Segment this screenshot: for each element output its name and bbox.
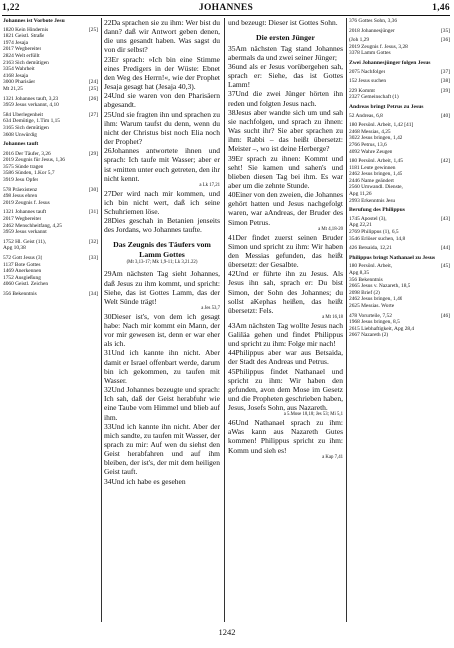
header-left-ref: 1,22 bbox=[2, 3, 20, 13]
margin-verse-number: [37] bbox=[441, 68, 450, 75]
margin-note-row bbox=[349, 28, 450, 35]
margin-note-row bbox=[349, 113, 450, 120]
margin-note-row bbox=[349, 142, 450, 149]
page-header bbox=[2, 2, 450, 14]
margin-note-row bbox=[349, 332, 450, 339]
margin-note-text: 3354 Wahrheit bbox=[3, 66, 35, 73]
margin-note-text: 1752 Ausgießung bbox=[3, 274, 41, 281]
margin-note-row bbox=[3, 60, 98, 67]
margin-note-block bbox=[349, 104, 450, 119]
margin-note-text: 2769 Philippus (1), 6,5 bbox=[349, 229, 399, 236]
margin-note-text: 1968 Jesus bringen, 8,5 bbox=[349, 319, 400, 326]
margin-note-row bbox=[349, 313, 450, 320]
margin-note-row bbox=[3, 229, 98, 236]
margin-note-block bbox=[3, 255, 98, 288]
page-number: 1242 bbox=[218, 627, 236, 637]
margin-note-text: (Joh 1,29 bbox=[349, 37, 370, 44]
margin-note-text: 4168 Jesaja bbox=[3, 72, 29, 79]
margin-note-row bbox=[3, 268, 98, 275]
margin-note-heading: Zwei Johannesjünger folgen Jesus bbox=[349, 59, 431, 66]
cross-reference: a Mt 16,18 bbox=[322, 314, 343, 320]
margin-note-text: 180 Persönl. Arbeit, 1,45 bbox=[349, 158, 403, 165]
verse-paragraph: und bezeugt: Dieser ist Gottes Sohn. bbox=[228, 18, 338, 27]
margin-note-text: 2824 Welt erfüllt bbox=[3, 52, 40, 59]
margin-note-text: 3000 Pharisäer bbox=[3, 79, 36, 86]
margin-note-block bbox=[3, 239, 98, 252]
margin-note-row bbox=[3, 157, 98, 164]
margin-note-block bbox=[3, 96, 98, 109]
margin-note-block bbox=[3, 151, 98, 184]
margin-note-row bbox=[349, 165, 450, 172]
margin-verse-number: [27] bbox=[89, 111, 98, 118]
margin-note-row bbox=[349, 69, 450, 76]
verse-paragraph: 40Einer von den zweien, die Johannes gehört hatten und Jesus nachgefolgt waren, war aAndreas, der Bruder des Simon Petrus. bbox=[228, 190, 343, 227]
margin-note-row bbox=[3, 73, 98, 80]
margin-note-text: 572 Gott Jesus (3) bbox=[3, 255, 43, 261]
margin-note-row bbox=[3, 86, 98, 93]
margin-note-row bbox=[3, 112, 98, 119]
margin-note-heading: Johannes ist Vorbote Jesu bbox=[3, 18, 65, 24]
margin-note-row bbox=[3, 132, 98, 139]
margin-verse-number: [32] bbox=[89, 238, 98, 245]
margin-note-row bbox=[3, 193, 98, 200]
margin-verse-number: [26] bbox=[89, 95, 98, 102]
margin-note-row bbox=[3, 255, 98, 262]
margin-note-text: 1752 Hl. Geist (11), bbox=[3, 238, 47, 245]
margin-note-text: 3959 Jesus verkannt, 4,10 bbox=[3, 102, 59, 109]
margin-note-block bbox=[3, 209, 98, 235]
margin-note-row bbox=[349, 319, 450, 326]
margin-note-row bbox=[3, 275, 98, 282]
margin-note-row bbox=[3, 262, 98, 269]
margin-note-row bbox=[3, 216, 98, 223]
column-divider bbox=[224, 18, 225, 622]
margin-note-text: 356 Bekenntnis bbox=[349, 276, 383, 283]
margin-note-text: 634 Demütige, 1.Tim 1,15 bbox=[3, 118, 61, 125]
margin-verse-number: [25] bbox=[89, 85, 98, 92]
margin-note-text: 2667 Nazareth (2) bbox=[349, 332, 389, 339]
margin-note-text: 2468 Messias, 4,25 bbox=[349, 128, 391, 135]
margin-note-block bbox=[349, 37, 450, 57]
margin-note-row bbox=[3, 33, 98, 40]
verse-paragraph: 36und als er Jesus vorübergehen sah, sprach er: Siehe, das ist Gottes Lamm! bbox=[228, 61, 343, 90]
section-heading: Die ersten Jünger bbox=[256, 33, 315, 43]
margin-note-text: 2462 Jesus bringen, 1,46 bbox=[349, 296, 403, 303]
margin-note-text: 1181 Leute gewinnen bbox=[349, 164, 396, 171]
margin-note-text: 2019 Zeugnis für Jesus, 1,36 bbox=[3, 157, 65, 164]
margin-note-row bbox=[349, 191, 450, 198]
margin-note-row bbox=[3, 53, 98, 60]
margin-note-row bbox=[349, 229, 450, 236]
margin-note-text: 3022 Jesus bringen, 1,42 bbox=[349, 135, 403, 142]
margin-note-row bbox=[3, 40, 98, 47]
margin-note-text: 3575 Sünde tragen bbox=[3, 163, 44, 170]
margin-note-text: 3378 Lamm Gottes bbox=[349, 50, 391, 57]
margin-note-row bbox=[349, 290, 450, 297]
margin-note-row bbox=[349, 270, 450, 277]
margin-note-text: 3586 Sünden, 1.Kor 5,7 bbox=[3, 170, 55, 177]
header-title: JOHANNES bbox=[198, 3, 254, 13]
margin-note-text: 584 Überlegenheit bbox=[3, 111, 43, 118]
verse-paragraph: 45Philippus findet Nathanael und spricht zu ihm: Wir haben den gefunden, avon dem Mose im Gesetz und die Propheten geschrieben haben, Jesus, Josefs Sohn, aus Nazareth. bbox=[228, 366, 343, 413]
margin-note-text: 3165 Sich demütigen bbox=[3, 124, 49, 131]
verse-paragraph: 41Der findet zuerst seinen Bruder Simon und spricht zu ihm: Wir haben den Messias gefunden, das heißt übersetzt: der Gesalbte. bbox=[228, 232, 343, 270]
margin-note-row bbox=[3, 46, 98, 53]
verse-paragraph: 46Und Nathanael sprach zu ihm: aWas kann aus Nazareth Gutes kommen! Philippus spricht zu ihm: Komm und sieh es! bbox=[228, 418, 343, 455]
margin-note-row bbox=[349, 178, 450, 185]
margin-verse-number: [42] bbox=[441, 158, 450, 165]
margin-note-text: 3546 Erlöser suchen, 14,8 bbox=[349, 235, 406, 242]
margin-note-row bbox=[349, 50, 450, 57]
margin-note-heading: Berufung des Philippus bbox=[349, 207, 405, 214]
margin-note-block bbox=[3, 141, 98, 148]
verse-paragraph: 24Und sie waren von den Pharisäern abgesandt. bbox=[104, 91, 220, 110]
margin-note-row bbox=[3, 170, 98, 177]
margin-note-block bbox=[349, 122, 450, 155]
verse-paragraph: 26Johannes antwortete ihnen und sprach: Ich taufe mit Wasser; aber er ist »mitten unter euch getreten, den ihr nicht kennt. bbox=[104, 146, 220, 183]
cross-reference: a Mt 4,18-20 bbox=[318, 226, 343, 232]
margin-note-text: 426 Betsaida, 12,21 bbox=[349, 245, 392, 252]
margin-note-text: 2017 Wegbereiter bbox=[3, 216, 42, 223]
margin-note-block bbox=[3, 112, 98, 138]
margin-verse-number: [25] bbox=[89, 26, 98, 33]
margin-note-block bbox=[349, 78, 450, 85]
margin-note-text: 2625 Messias. Worte bbox=[349, 302, 395, 309]
margin-note-block bbox=[349, 313, 450, 339]
margin-note-row bbox=[3, 209, 98, 216]
verse-paragraph: 44Philippus aber war aus Betsaida, der Stadt des Andreas und Petrus. bbox=[228, 348, 343, 367]
margin-note-row bbox=[349, 149, 450, 156]
section-heading: Das Zeugnis des Täufers vom Lamm Gottes bbox=[113, 240, 211, 259]
margin-note-row bbox=[3, 200, 98, 207]
margin-verse-number: [35] bbox=[441, 27, 450, 34]
margin-note-text: 2446 Name geändert bbox=[349, 177, 394, 184]
margin-note-row bbox=[349, 326, 450, 333]
margin-note-block bbox=[349, 245, 450, 252]
margin-note-row bbox=[349, 245, 450, 252]
margin-note-text: 180 Persönl. Arbeit, 1,42 [41] bbox=[349, 122, 414, 129]
margin-note-heading: Philippus bringt Nathanael zu Jesus bbox=[349, 254, 436, 261]
margin-note-text: 376 Gottes Sohn, 3,36 bbox=[349, 18, 398, 24]
margin-note-text: 2462 Menschheitfang, 4,25 bbox=[3, 222, 62, 229]
margin-note-text: 478 Vorurteile, 7,52 bbox=[349, 312, 392, 319]
margin-note-block bbox=[349, 255, 450, 310]
margin-note-text: 356 Bekenntnis bbox=[3, 290, 37, 297]
verse-paragraph: 31Und ich kannte ihn nicht. Aber damit er Israel offenbart werde, darum bin ich gekommen, zu taufen mit Wasser. bbox=[104, 348, 220, 385]
verse-paragraph: 30Dieser ist's, von dem ich gesagt habe: Nach mir kommt ein Mann, der vor mir gewesen ist, denn er war eher als ich. bbox=[104, 311, 220, 349]
margin-note-text: 3959 Jesus verkannt bbox=[3, 229, 47, 236]
verse-paragraph: 22Da sprachen sie zu ihm: Wer bist du dann? daß wir Antwort geben denen, die uns gesandt haben. Was sagst du von dir selbst? bbox=[104, 18, 220, 55]
margin-note-row bbox=[349, 18, 450, 25]
verse-paragraph: 29Am nächsten Tag sieht Johannes, daß Jesus zu ihm kommt, und spricht: Siehe, das ist Gottes Lamm, das der Welt Sünde trägt! bbox=[104, 269, 220, 306]
margin-verse-number: [44] bbox=[441, 245, 450, 252]
margin-note-text: 1821 Geistl. Straße bbox=[3, 33, 45, 40]
verse-paragraph: 37Und die zwei Jünger hörten ihn reden und folgten Jesus nach. bbox=[228, 89, 343, 108]
right-margin-notes bbox=[349, 18, 450, 622]
header-right-ref: 1,46 bbox=[432, 3, 450, 13]
margin-note-row bbox=[349, 158, 450, 165]
margin-note-text: 229 Kommt bbox=[349, 87, 375, 94]
left-margin-notes bbox=[3, 18, 98, 622]
margin-note-text: Apg 22,21 bbox=[349, 222, 372, 229]
margin-note-row bbox=[349, 198, 450, 205]
margin-note-row bbox=[349, 222, 450, 229]
margin-note-block bbox=[349, 18, 450, 25]
margin-note-text: Mt 21,25 bbox=[3, 85, 23, 92]
margin-note-text: 3919 Jesu Opfer bbox=[3, 177, 39, 184]
margin-verse-number: [34] bbox=[89, 290, 98, 297]
margin-note-text: 2018 Johannesjünger bbox=[349, 27, 395, 34]
margin-note-block bbox=[349, 88, 450, 101]
header-rule bbox=[2, 15, 450, 16]
cross-reference: a Lk 17,21 bbox=[199, 182, 220, 188]
margin-verse-number: [39] bbox=[441, 87, 450, 94]
margin-note-text: 1745 Apostel (3), bbox=[349, 215, 387, 222]
margin-note-text: 2560 Umwandl. Dienste, bbox=[349, 184, 403, 191]
margin-note-row bbox=[3, 96, 98, 103]
cross-reference: a 5.Mose 18,18; Jes 53; Mi 5,1 bbox=[283, 412, 343, 418]
verse-paragraph: 43Am nächsten Tag wollte Jesus nach Galiläa gehen und findet Philippus und spricht zu ihm: Folge mir nach! bbox=[228, 320, 343, 349]
margin-note-row bbox=[3, 66, 98, 73]
margin-note-text: 3608 Unwürdig bbox=[3, 131, 37, 138]
margin-note-block bbox=[349, 207, 450, 242]
margin-note-text: 2163 Sich demütigen bbox=[3, 59, 49, 66]
margin-note-row bbox=[349, 283, 450, 290]
cross-reference: a Jes 53,7 bbox=[201, 306, 220, 312]
margin-note-row bbox=[3, 125, 98, 132]
margin-verse-number: [29] bbox=[89, 150, 98, 157]
margin-note-row bbox=[3, 177, 98, 184]
margin-verse-number: [24] bbox=[89, 79, 98, 86]
margin-note-row bbox=[3, 239, 98, 246]
verse-paragraph: 42Und er führte ihn zu Jesus. Als Jesus ihn sah, sprach er: Du bist Simon, der Sohn des Johannes; du sollst aKephas heißen, das heißt übersetzt: Fels. bbox=[228, 269, 343, 315]
margin-note-row bbox=[349, 184, 450, 191]
margin-note-text: Apg 11,26 bbox=[349, 191, 372, 198]
margin-note-text: 4092 Wahre Zeugen bbox=[349, 148, 393, 155]
text-column-2 bbox=[228, 18, 343, 622]
margin-note-text: 1974 Jesaja bbox=[3, 39, 29, 46]
margin-note-heading: Andreas bringt Petrus zu Jesus bbox=[349, 103, 424, 110]
margin-note-row bbox=[349, 277, 450, 284]
margin-note-text: 578 Präexistenz bbox=[3, 186, 38, 193]
margin-note-row bbox=[3, 164, 98, 171]
verse-paragraph: 35Am nächsten Tag stand Johannes abermals da und zwei seiner Jünger; bbox=[228, 43, 343, 62]
margin-note-row bbox=[349, 122, 450, 129]
margin-note-text: 2017 Wegbereiter bbox=[3, 46, 42, 53]
margin-note-block bbox=[349, 28, 450, 35]
verse-paragraph: 28Dies geschah in Betanien jenseits des Jordans, wo Johannes taufte. bbox=[104, 216, 220, 235]
margin-note-row bbox=[349, 171, 450, 178]
margin-verse-number: [30] bbox=[89, 186, 98, 193]
margin-note-row bbox=[349, 296, 450, 303]
margin-note-text: Apg 10,38 bbox=[3, 245, 26, 252]
margin-note-text: 180 Persönl. Arbeit, bbox=[349, 263, 393, 270]
margin-note-row bbox=[3, 291, 98, 298]
cross-reference: a Kap 7,41 bbox=[322, 454, 343, 460]
column-divider bbox=[101, 18, 102, 622]
margin-verse-number: [40] bbox=[441, 112, 450, 119]
parallel-references: (Mt 3,13-17; Mk 1,9-11; Lk 3,21.22) bbox=[126, 260, 198, 266]
margin-note-row bbox=[3, 79, 98, 86]
margin-note-row bbox=[3, 223, 98, 230]
margin-note-text: 1820 Kein Hindernis bbox=[3, 26, 49, 33]
margin-note-text: Apg 8,35 bbox=[349, 270, 370, 276]
verse-paragraph: 38Jesus aber wandte sich um und sah sie nachfolgen, und sprach zu ihnen: Was sucht ihr? Sie aber sprachen zu ihm: Rabbi – das heißt übersetzt: Meister –, wo ist deine Herberge? bbox=[228, 107, 343, 154]
margin-note-text: 2462 Jesus bringen, 1,45 bbox=[349, 171, 403, 178]
margin-note-text: 1137 Bote Gottes bbox=[3, 261, 41, 268]
verse-paragraph: 34Und ich habe es gesehen bbox=[104, 476, 186, 486]
margin-note-row bbox=[3, 118, 98, 125]
verse-paragraph: 39Er sprach zu ihnen: Kommt und seht! Sie kamen und sahen's und blieben diesen Tag bei ihm. Es war aber um die zehnte Stunde. bbox=[228, 153, 343, 190]
margin-note-block bbox=[349, 60, 450, 75]
column-divider bbox=[346, 18, 347, 622]
margin-note-block bbox=[3, 187, 98, 207]
margin-note-block bbox=[3, 18, 98, 93]
margin-verse-number: [31] bbox=[89, 209, 98, 216]
margin-note-text: 2075 Nachfolger bbox=[349, 68, 386, 75]
margin-note-text: 2098 Brief (2) bbox=[349, 289, 380, 296]
margin-note-text: 2993 Erkenntnis Jesu bbox=[349, 197, 396, 204]
margin-note-row bbox=[3, 281, 98, 288]
margin-note-row bbox=[3, 151, 98, 158]
margin-note-row bbox=[349, 236, 450, 243]
margin-note-text: 1321 Johannes tauft bbox=[3, 209, 47, 216]
margin-note-text: 2019 Zeugnis f. Jesus bbox=[3, 199, 50, 206]
margin-note-block bbox=[349, 158, 450, 204]
margin-note-heading: Johannes tauft bbox=[3, 141, 39, 148]
margin-note-text: 2016 Der Täufer, 3,26 bbox=[3, 150, 51, 157]
margin-note-text: 1321 Johannes tauft, 3,23 bbox=[3, 95, 59, 102]
margin-note-text: 1469 Anerkennen bbox=[3, 268, 42, 275]
margin-verse-number: [46] bbox=[441, 312, 450, 319]
margin-note-row bbox=[3, 187, 98, 194]
margin-verse-number: [45] bbox=[441, 263, 450, 270]
margin-note-text: 2665 Jesus v. Nazareth, 18,5 bbox=[349, 283, 411, 290]
margin-note-text: 2019 Zeugnis f. Jesus, 3,28 bbox=[349, 43, 408, 50]
margin-verse-number: [33] bbox=[89, 255, 98, 261]
margin-note-text: 152 Jesus suchen bbox=[349, 78, 387, 85]
margin-note-text: 4060 Geistl. Zeichen bbox=[3, 281, 49, 288]
verse-paragraph: 33Und ich kannte ihn nicht. Aber der mich sandte, zu taufen mit Wasser, der sprach zu mir: Auf wen du siehst den Geist herabfahren und auf ihm bleiben, der ist's, der mit dem heiligen Geist tauft. bbox=[104, 421, 220, 477]
margin-note-text: 2327 Gemeinschaft (1) bbox=[349, 94, 399, 101]
margin-verse-number: [43] bbox=[441, 215, 450, 222]
margin-note-text: 2766 Petrus, 13,6 bbox=[349, 141, 387, 148]
margin-note-row bbox=[349, 129, 450, 136]
margin-note-row bbox=[349, 303, 450, 310]
margin-note-row bbox=[3, 245, 98, 252]
margin-note-row bbox=[349, 78, 450, 85]
margin-verse-number: [36] bbox=[441, 37, 450, 44]
verse-paragraph: 23Er sprach: »Ich bin eine Stimme eines Predigers in der Wüste: Ebnet den Weg des Herrn!«, wie der Prophet Jesaja gesagt hat (Jesaja 40,3). bbox=[104, 54, 220, 92]
margin-note-row bbox=[349, 263, 450, 270]
verse-paragraph: 32Und Johannes bezeugte und sprach: Ich sah, daß der Geist herabfuhr wie eine Taube vom Himmel und blieb auf ihm. bbox=[104, 385, 220, 422]
margin-note-text: 52 Andreas, 6,8 bbox=[349, 112, 383, 119]
margin-note-block bbox=[3, 291, 98, 298]
margin-note-row bbox=[349, 88, 450, 95]
margin-note-row bbox=[349, 94, 450, 101]
margin-note-text: 2615 Liebhaftigkeit, Apg 28,4 bbox=[349, 325, 415, 332]
margin-note-row bbox=[349, 37, 450, 44]
margin-note-row bbox=[349, 216, 450, 223]
verse-paragraph: 27Der wird nach mir kommen, und ich bin nicht wert, daß ich seine Schuhriemen löse. bbox=[104, 188, 220, 216]
margin-note-row bbox=[3, 102, 98, 109]
verse-paragraph: 25Und sie fragten ihn und sprachen zu ihm: Warum taufst du denn, wenn du nicht der Christus bist noch Elia noch der Prophet? bbox=[104, 109, 220, 147]
text-column-1 bbox=[104, 18, 220, 622]
margin-note-text: 498 Jesus ehren bbox=[3, 193, 38, 200]
margin-verse-number: [38] bbox=[441, 78, 450, 85]
margin-note-row bbox=[349, 44, 450, 51]
margin-note-row bbox=[349, 135, 450, 142]
margin-note-row bbox=[3, 27, 98, 34]
